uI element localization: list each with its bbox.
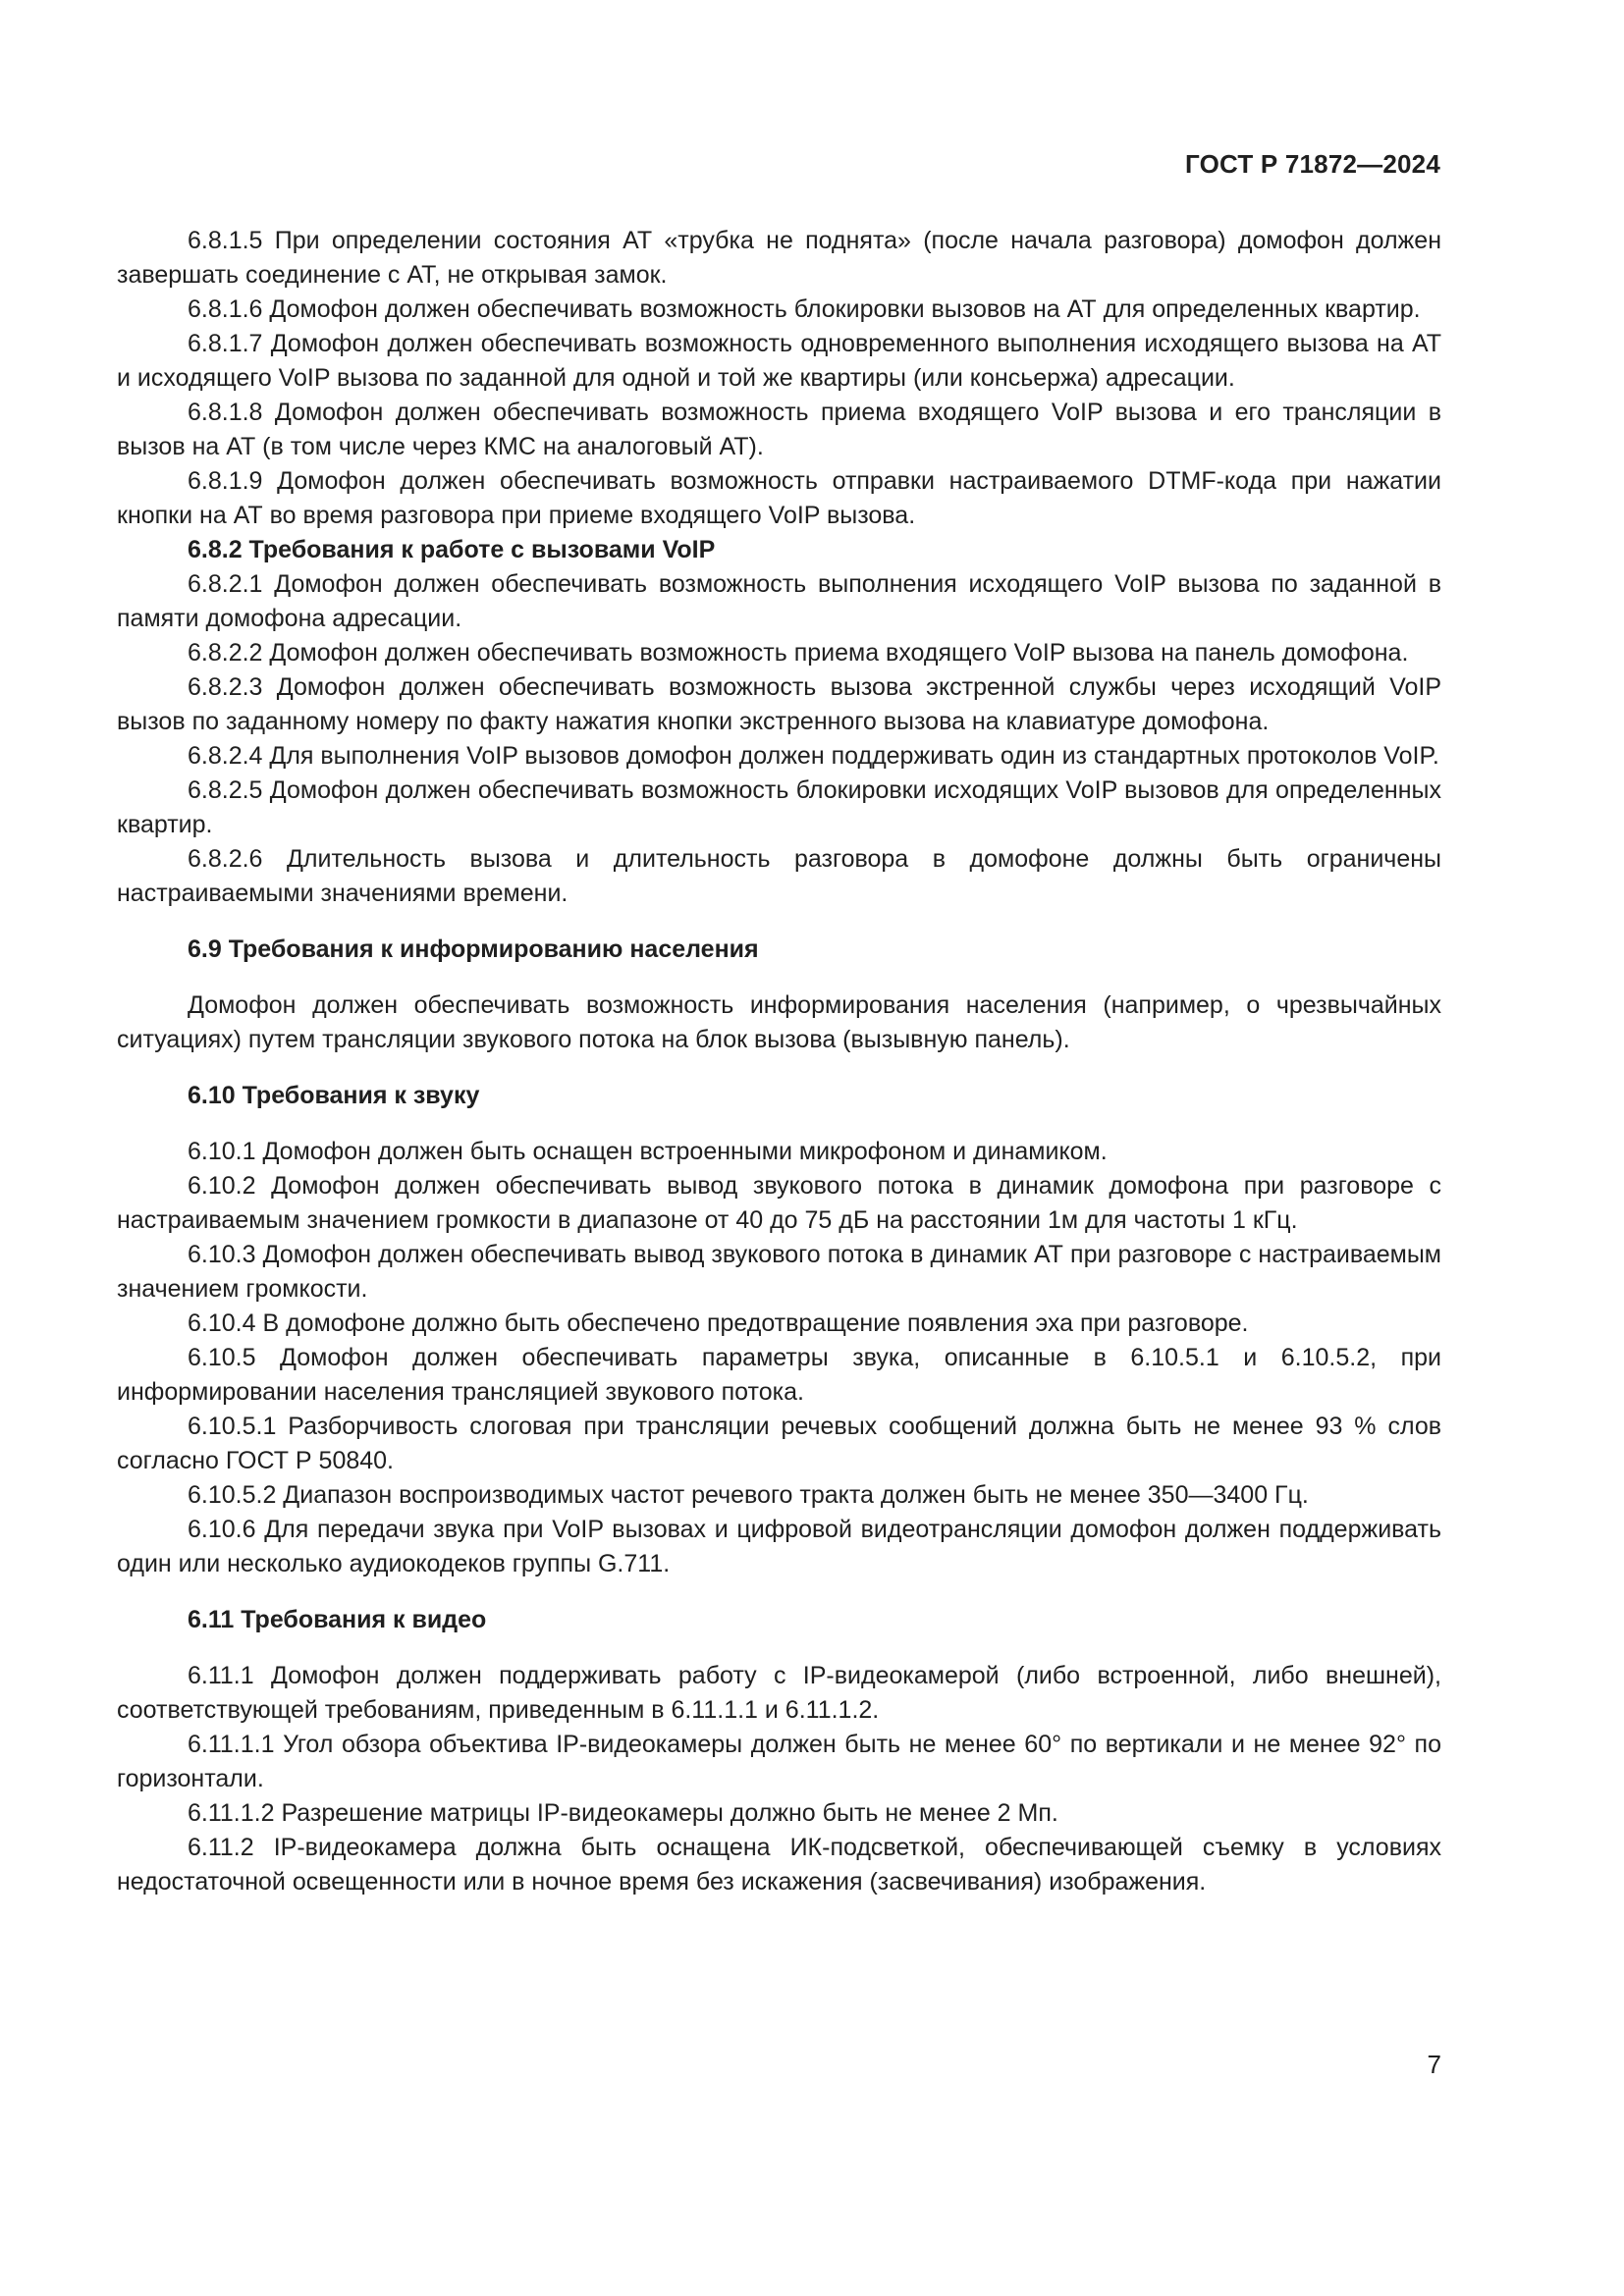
section-heading-6-9: 6.9 Требования к информированию населения: [188, 935, 759, 963]
paragraph-6-11-2: 6.11.2 IP-видеокамера должна быть оснащена ИК-подсветкой, обеспечивающей съемку в условиях недостаточной освещенности или в ночное время без искажения (засвечивания) изображения.: [117, 1834, 1441, 1896]
paragraph-6-8-2-5: 6.8.2.5 Домофон должен обеспечивать возможность блокировки исходящих VoIP вызовов для определенных квартир.: [117, 776, 1441, 838]
subsection-heading-6-8-2: 6.8.2 Требования к работе с вызовами VoIP: [188, 536, 716, 563]
paragraph-6-8-1-5: 6.8.1.5 При определении состояния АТ «трубка не поднята» (после начала разговора) домофон должен завершать соединение с АТ, не открывая замок.: [117, 227, 1441, 289]
paragraph-6-8-1-6: 6.8.1.6 Домофон должен обеспечивать возможность блокировки вызовов на АТ для определенных квартир.: [188, 295, 1421, 323]
section-heading-6-10: 6.10 Требования к звуку: [188, 1082, 480, 1109]
paragraph-6-10-6: 6.10.6 Для передачи звука при VoIP вызовах и цифровой видеотрансляции домофон должен поддерживать один или несколько аудиокодеков группы G.711.: [117, 1516, 1441, 1577]
paragraph-6-11-1-1: 6.11.1.1 Угол обзора объектива IP-видеокамеры должен быть не менее 60° по вертикали и не менее 92° по горизонтали.: [117, 1731, 1441, 1792]
paragraph-6-8-2-3: 6.8.2.3 Домофон должен обеспечивать возможность вызова экстренной службы через исходящий VoIP вызов по заданному номеру по факту нажатия кнопки экстренного вызова на клавиатуре домофона.: [117, 673, 1441, 735]
paragraph-6-10-1: 6.10.1 Домофон должен быть оснащен встроенными микрофоном и динамиком.: [188, 1138, 1108, 1165]
paragraph-6-10-2: 6.10.2 Домофон должен обеспечивать вывод звукового потока в динамик домофона при разговоре с настраиваемым значением громкости в диапазоне от 40 до 75 дБ на расстоянии 1м для частоты 1 кГц.: [117, 1172, 1441, 1234]
paragraph-6-10-5-2: 6.10.5.2 Диапазон воспроизводимых частот речевого тракта должен быть не менее 350—3400 Гц.: [188, 1481, 1309, 1509]
paragraph-6-8-1-7: 6.8.1.7 Домофон должен обеспечивать возможность одновременного выполнения исходящего вызова на АТ и исходящего VoIP вызова по заданной для одной и той же квартиры (или консьержа) адресации.: [117, 330, 1441, 392]
paragraph-6-8-2-4: 6.8.2.4 Для выполнения VoIP вызовов домофон должен поддерживать один из стандартных протоколов VoIP.: [188, 742, 1439, 770]
section-heading-6-11: 6.11 Требования к видео: [188, 1606, 487, 1633]
paragraph-6-10-5-1: 6.10.5.1 Разборчивость слоговая при трансляции речевых сообщений должна быть не менее 93 % слов согласно ГОСТ Р 50840.: [117, 1413, 1441, 1474]
page-number: 7: [1427, 2050, 1441, 2079]
paragraph-6-10-5: 6.10.5 Домофон должен обеспечивать параметры звука, описанные в 6.10.5.1 и 6.10.5.2, при информировании населения трансляцией звукового потока.: [117, 1344, 1441, 1406]
paragraph-6-8-2-2: 6.8.2.2 Домофон должен обеспечивать возможность приема входящего VoIP вызова на панель домофона.: [188, 639, 1409, 667]
paragraph-6-8-2-6: 6.8.2.6 Длительность вызова и длительность разговора в домофоне должны быть ограничены настраиваемыми значениями времени.: [117, 845, 1441, 907]
document-header-id: ГОСТ Р 71872—2024: [1185, 149, 1440, 179]
paragraph-6-10-3: 6.10.3 Домофон должен обеспечивать вывод звукового потока в динамик АТ при разговоре с настраиваемым значением громкости.: [117, 1241, 1441, 1303]
document-body: [117, 224, 1441, 1899]
paragraph-6-9-body: Домофон должен обеспечивать возможность информирования населения (например, о чрезвычайных ситуациях) путем трансляции звукового потока на блок вызова (вызывную панель).: [117, 991, 1441, 1053]
paragraph-6-11-1: 6.11.1 Домофон должен поддерживать работу с IP-видеокамерой (либо встроенной, либо внешней), соответствующей требованиям, приведенным в 6.11.1.1 и 6.11.1.2.: [117, 1662, 1441, 1724]
paragraph-6-8-1-8: 6.8.1.8 Домофон должен обеспечивать возможность приема входящего VoIP вызова и его трансляции в вызов на АТ (в том числе через КМС на аналоговый АТ).: [117, 399, 1441, 460]
paragraph-6-8-1-9: 6.8.1.9 Домофон должен обеспечивать возможность отправки настраиваемого DTMF-кода при нажатии кнопки на АТ во время разговора при приеме входящего VoIP вызова.: [117, 467, 1441, 529]
paragraph-6-8-2-1: 6.8.2.1 Домофон должен обеспечивать возможность выполнения исходящего VoIP вызова по заданной в памяти домофона адресации.: [117, 570, 1441, 632]
paragraph-6-10-4: 6.10.4 В домофоне должно быть обеспечено предотвращение появления эха при разговоре.: [188, 1309, 1249, 1337]
paragraph-6-11-1-2: 6.11.1.2 Разрешение матрицы IP-видеокамеры должно быть не менее 2 Мп.: [188, 1799, 1058, 1827]
